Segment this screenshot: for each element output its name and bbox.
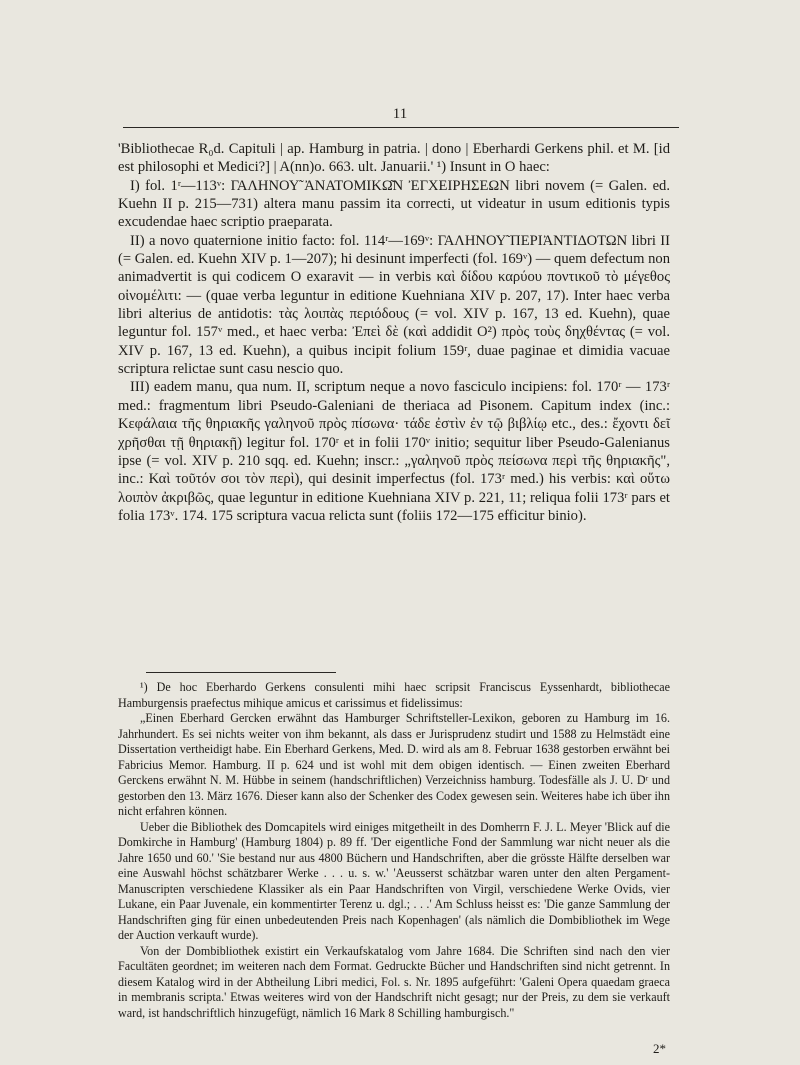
footnote-rule — [146, 672, 336, 673]
footnotes — [118, 680, 670, 1021]
main-text — [118, 140, 670, 525]
header-rule — [123, 127, 679, 128]
paragraph-item-1: I) fol. 1ʳ—113ᵛ: ΓΑΛΗΝΟΥ̃ ἈΝΑΤΟΜΙΚΩ͂Ν ἘΓΧΕΙΡΗΣΕΩΝ libri novem (= Galen. ed. Kuehn II p. 215—731) altera manu passim ita correcti, ut videatur in usum editionis typis excudendae haec scriptio praeparata. — [118, 177, 670, 231]
footnote-quote-1: „Einen Eberhard Gercken erwähnt das Hamburger Schriftsteller-Lexikon, geboren zu Hamburg im 16. Jahrhundert. Es sei nichts weiter von ihm bekannt, als dass er Jurisprudenz studirt und 1588 zu Helmstädt eine Dissertation vertheidigt habe. Ein Eberhard Gerkens, Med. D. wird als am 8. Februar 1638 gestorben erwähnt bei Fabricius Memor. Hamburg. II p. 624 und ist wohl mit dem obigen identisch. — Einen zweiten Eberhard Gerckens erwähnt N. M. Hübbe in seinem (handschriftlichen) Verzeichniss hamburg. Todesfälle als J. U. Dʳ und gestorben den 13. März 1676. Dieser kann also der Schenker des Codex gewesen sein. Weiteres habe ich über ihn nicht erfahren können. — [118, 711, 670, 818]
footnote-quote-2: Ueber die Bibliothek des Domcapitels wird einiges mitgetheilt in des Domherrn F. J. L. Meyer 'Blick auf die Domkirche in Hamburg' (Hamburg 1804) p. 89 ff. 'Der eigentliche Fond der Sammlung war nicht neuer als die Jahre 1650 und 60.' 'Sie bestand nur aus 4800 Büchern und Handschriften, aber die grösste Hälfte derselben war eine Auswahl höchst schätzbarer Werke . . . u. s. w.' 'Aeusserst schätzbar waren unter den alten Pergament-Manuscripten verschiedene Klassiker als ein Paar Handschriften von Virgil, verschiedene Werke Ovids, vier Lukane, ein Paar Juvenale, ein kommentirter Terenz u. dgl.; . . .' Am Schluss heisst es: 'Die ganze Sammlung der Handschriften ging für einen unbedeutenden Preis nach Kopenhagen' (als nämlich die Dombibliothek im Wege der Auction verkauft wurde). — [118, 819, 670, 942]
paragraph-provenance: 'Bibliothecae R₀d. Capituli | ap. Hamburg in patria. | dono | Eberhardi Gerkens phil. et M. [id est philosophi et Medici?] | A(nn)o. 663. ult. Januarii.' ¹) Insunt in O haec: — [118, 141, 670, 176]
signature-mark: 2* — [653, 1041, 666, 1056]
paragraph-item-3: III) eadem manu, qua num. II, scriptum neque a novo fasciculo incipiens: fol. 170ʳ — 173ʳ med.: fragmentum libri Pseudo-Galeniani de theriaca ad Pisonem. Capitum index (inc.: Κεφάλαια τῆς θηριακῆς γαληνοῦ πρὸς πίσωνα· τάδε ἐστὶν ἐν τῷ βιβλίῳ etc., des.: ἔχοντι δεῖ χρῆσθαι τῇ θηριακῇ) legitur fol. 170ʳ et in folii 170ᵛ initio; sequitur liber Pseudo-Galenianus ipse (= vol. XIV p. 210 sqq. ed. Kuehn; inscr.: „γαληνοῦ πρὸς πείσωνα περὶ τῆς θηριακῆς", inc.: Καὶ τοῦτόν σοι τὸν περὶ), qui desinit imperfectus (fol. 173ʳ med.) his verbis: καὶ οὕτω λοιπὸν ἀκριβῶς, quae leguntur in editione Kuehniana XIV p. 221, 11; reliqua folii 173ʳ pars et folia 173ᵛ. 174. 175 scriptura vacua relicta sunt (foliis 172—175 efficitur binio). — [118, 379, 670, 524]
footnote-quote-3: Von der Dombibliothek existirt ein Verkaufskatalog vom Jahre 1684. Die Schriften sind nach den vier Facultäten geordnet; im weiteren nach dem Format. Gedruckte Bücher und Handschriften sind nicht getrennt. In diesem Katalog wird in der Abtheilung Libri medici, Fol. s. Nr. 1895 aufgeführt: 'Galeni Opera quaedam graeca in membranis scripta.' Etwas weiteres wird von der Handschrift nicht gesagt; nur der Preis, zu dem sie verkauft ward, ist handschriftlich hinzugefügt, nämlich 16 Mark 8 Schilling hamburgisch." — [118, 943, 670, 1020]
footnote-1: ¹) De hoc Eberhardo Gerkens consulenti mihi haec scripsit Franciscus Eyssenhardt, bibliothecae Hamburgensis praefectus mihique amicus et carissimus et fidelissimus: — [118, 680, 670, 710]
paragraph-item-2: II) a novo quaternione initio facto: fol. 114ʳ—169ᵛ: ΓΑΛΗΝΟΥ̃ ΠΕΡΙἈΝΤΙΔΟΤΩΝ libri II (= Galen. ed. Kuehn XIV p. 1—207); hi desinunt imperfecti (fol. 169ᵛ) — quem defectum non animadvertit is qui codicem O exaravit — in verbis καὶ δίδου καρύου ποντικοῦ τὸ μέγεθος οἰνομέλιτι: — (quae verba leguntur in editione Kuehniana XIV p. 207, 17). Inter haec verba libri alterius de antidotis: τὰς λοιπὰς περιόδους (= vol. XIV p. 167, 13 ed. Kuehn), quae leguntur fol. 157ᵛ med., et haec verba: Ἐπεὶ δὲ (καὶ addidit O²) πρὸς τοὺς δηχθέντας (= vol. XIV p. 167, 13 ed. Kuehn), a quibus incipit folium 159ʳ, duae paginae et dimidia vacuae scriptura relictae sunt casu nescio quo. — [118, 232, 670, 378]
page-number: 11 — [392, 106, 408, 122]
